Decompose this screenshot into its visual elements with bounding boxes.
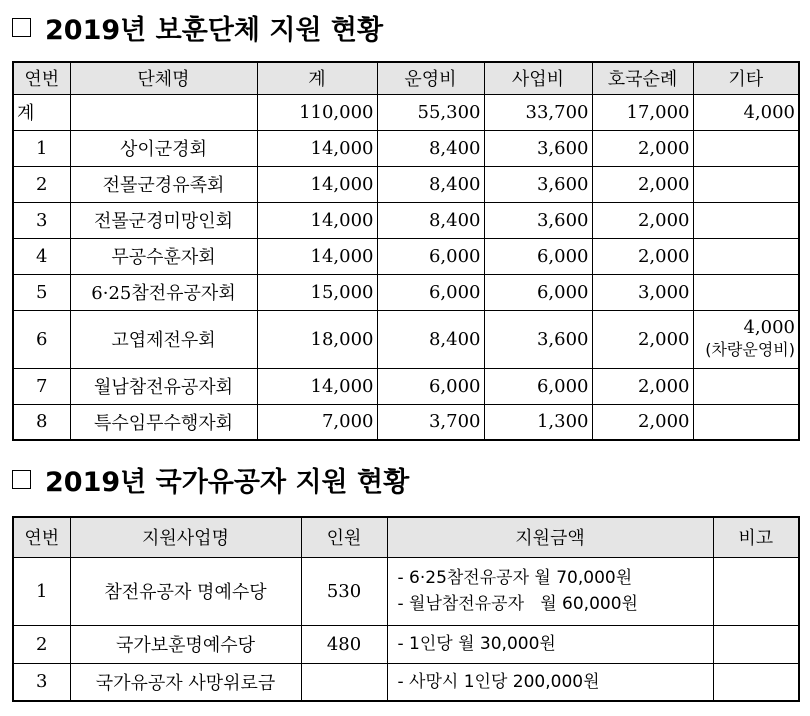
header-biz: 사업비	[484, 62, 592, 94]
row-etc-value: 4,000	[743, 317, 795, 338]
section-title-text: 2019년 보훈단체 지원 현황	[45, 15, 384, 46]
row-amount: - 1인당 월 30,000원	[387, 625, 713, 663]
total-total: 110,000	[257, 94, 377, 130]
row-total: 7,000	[257, 404, 377, 440]
table-row	[13, 663, 799, 701]
row-no: 1	[13, 557, 70, 625]
total-ops: 55,300	[377, 94, 484, 130]
row-no: 4	[13, 238, 70, 274]
table-row	[13, 130, 799, 166]
row-no: 2	[13, 166, 70, 202]
row-note	[713, 625, 799, 663]
table-row	[13, 166, 799, 202]
header-no: 연번	[13, 517, 70, 557]
row-pilgrim: 2,000	[592, 238, 693, 274]
row-etc	[693, 202, 799, 238]
row-biz: 6,000	[484, 274, 592, 310]
row-total: 18,000	[257, 310, 377, 368]
header-no: 연번	[13, 62, 70, 94]
table-row	[13, 557, 799, 625]
row-name: 무공수훈자회	[70, 238, 257, 274]
row-name: 전몰군경미망인회	[70, 202, 257, 238]
row-etc	[693, 238, 799, 274]
section-title-text: 2019년 국가유공자 지원 현황	[45, 467, 410, 498]
header-total: 계	[257, 62, 377, 94]
header-name: 단체명	[70, 62, 257, 94]
row-name: 전몰군경유족회	[70, 166, 257, 202]
row-program: 참전유공자 명예수당	[70, 557, 301, 625]
header-program: 지원사업명	[70, 517, 301, 557]
row-pilgrim: 2,000	[592, 202, 693, 238]
row-biz: 3,600	[484, 310, 592, 368]
table-header-row	[13, 62, 799, 94]
row-etc	[693, 310, 799, 368]
row-total: 14,000	[257, 238, 377, 274]
table-row	[13, 404, 799, 440]
row-etc	[693, 166, 799, 202]
row-amount: - 사망시 1인당 200,000원	[387, 663, 713, 701]
row-name: 고엽제전우회	[70, 310, 257, 368]
row-no: 2	[13, 625, 70, 663]
row-ops: 6,000	[377, 238, 484, 274]
row-name: 월남참전유공자회	[70, 368, 257, 404]
amount-line: - 월남참전유공자 월 60,000원	[397, 594, 638, 614]
merit-support-table	[12, 516, 800, 702]
total-label: 계	[13, 94, 70, 130]
row-program: 국가유공자 사망위로금	[70, 663, 301, 701]
total-name	[70, 94, 257, 130]
row-etc	[693, 404, 799, 440]
row-ops: 6,000	[377, 274, 484, 310]
row-count: 530	[301, 557, 387, 625]
row-name: 특수임무수행자회	[70, 404, 257, 440]
row-ops: 8,400	[377, 202, 484, 238]
row-no: 7	[13, 368, 70, 404]
row-etc	[693, 368, 799, 404]
total-row	[13, 94, 799, 130]
row-biz: 3,600	[484, 130, 592, 166]
row-biz: 3,600	[484, 166, 592, 202]
row-etc	[693, 130, 799, 166]
header-count: 인원	[301, 517, 387, 557]
row-pilgrim: 2,000	[592, 404, 693, 440]
header-pilgrim: 호국순례	[592, 62, 693, 94]
row-no: 3	[13, 663, 70, 701]
table-row	[13, 238, 799, 274]
row-program: 국가보훈명예수당	[70, 625, 301, 663]
row-ops: 6,000	[377, 368, 484, 404]
total-etc: 4,000	[693, 94, 799, 130]
row-biz: 3,600	[484, 202, 592, 238]
row-biz: 6,000	[484, 368, 592, 404]
row-pilgrim: 2,000	[592, 166, 693, 202]
row-etc-note: (차량운영비)	[705, 340, 795, 359]
table-row	[13, 310, 799, 368]
row-biz: 1,300	[484, 404, 592, 440]
row-pilgrim: 2,000	[592, 310, 693, 368]
checkbox-square-icon	[12, 470, 31, 489]
row-amount	[387, 557, 713, 625]
row-no: 8	[13, 404, 70, 440]
amount-line: - 6·25참전유공자 월 70,000원	[397, 568, 633, 588]
row-biz: 6,000	[484, 238, 592, 274]
row-total: 14,000	[257, 368, 377, 404]
total-pilgrim: 17,000	[592, 94, 693, 130]
row-pilgrim: 2,000	[592, 130, 693, 166]
row-total: 14,000	[257, 166, 377, 202]
organization-support-table	[12, 61, 800, 441]
row-pilgrim: 2,000	[592, 368, 693, 404]
section-title-organizations	[12, 8, 383, 47]
row-ops: 8,400	[377, 166, 484, 202]
row-count: 480	[301, 625, 387, 663]
row-no: 3	[13, 202, 70, 238]
row-note	[713, 557, 799, 625]
row-pilgrim: 3,000	[592, 274, 693, 310]
row-no: 6	[13, 310, 70, 368]
header-note: 비고	[713, 517, 799, 557]
total-biz: 33,700	[484, 94, 592, 130]
row-total: 14,000	[257, 202, 377, 238]
row-total: 15,000	[257, 274, 377, 310]
row-ops: 8,400	[377, 310, 484, 368]
row-note	[713, 663, 799, 701]
section-title-merit	[12, 460, 409, 499]
table-row	[13, 625, 799, 663]
header-etc: 기타	[693, 62, 799, 94]
row-no: 1	[13, 130, 70, 166]
table-row	[13, 202, 799, 238]
checkbox-square-icon	[12, 18, 31, 37]
row-etc	[693, 274, 799, 310]
row-no: 5	[13, 274, 70, 310]
row-count	[301, 663, 387, 701]
table-header-row	[13, 517, 799, 557]
row-ops: 8,400	[377, 130, 484, 166]
row-name: 상이군경회	[70, 130, 257, 166]
table-row	[13, 368, 799, 404]
table-row	[13, 274, 799, 310]
row-name: 6·25참전유공자회	[70, 274, 257, 310]
header-amount: 지원금액	[387, 517, 713, 557]
row-ops: 3,700	[377, 404, 484, 440]
row-total: 14,000	[257, 130, 377, 166]
header-ops: 운영비	[377, 62, 484, 94]
